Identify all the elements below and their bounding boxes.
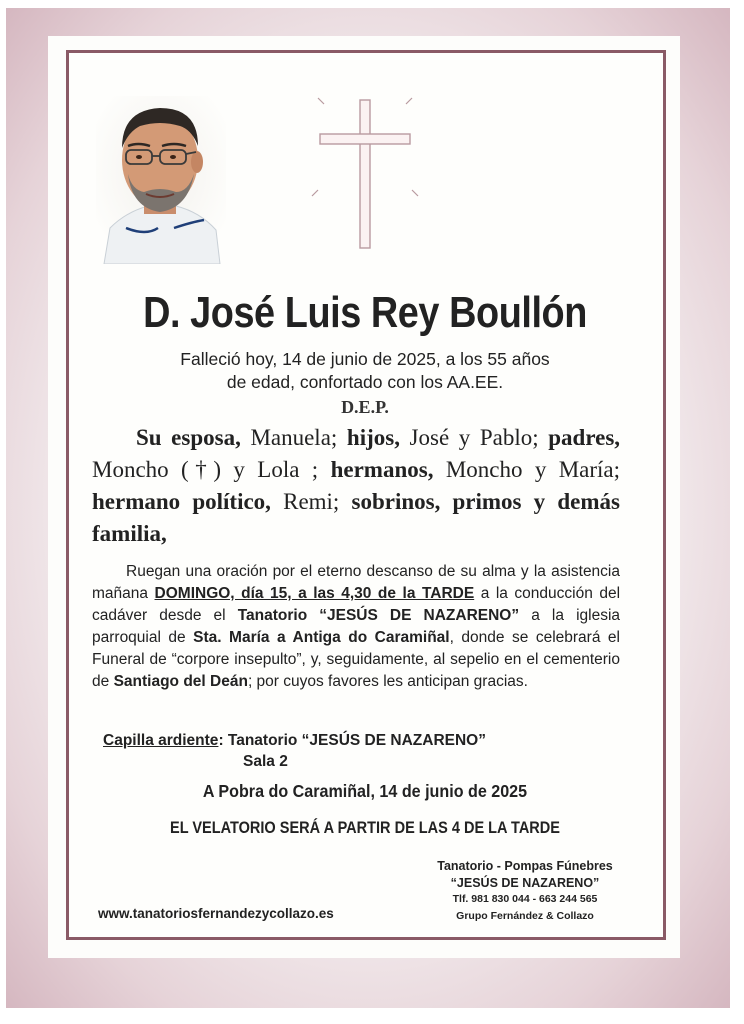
- other-relatives: sobrinos, primos y demás familia,: [92, 489, 620, 546]
- siblings-label: hermanos,: [330, 457, 434, 482]
- chapel-room: Sala 2: [243, 753, 288, 770]
- prayer-paragraph: [92, 561, 620, 693]
- prayer-text-2: a la conducción del cadáver desde el: [92, 585, 621, 624]
- siblings-names: Moncho y María;: [433, 457, 621, 482]
- children-names: José y Pablo;: [399, 425, 549, 450]
- death-line-1: Falleció hoy, 14 de junio de 2025, a los 55 años: [180, 349, 550, 369]
- funeral-home-group: Grupo Fernández & Collazo: [456, 910, 594, 922]
- funeral-home-line-1: Tanatorio - Pompas Fúnebres: [437, 859, 613, 873]
- wake-notice: EL VELATORIO SERÁ A PARTIR DE LAS 4 DE LA TARDE: [170, 819, 560, 837]
- prayer-text-5: ; por cuyos favores les anticipan gracias.: [247, 673, 528, 690]
- prayer-text-1: Ruegan una oración por el eterno descanso de su alma y la asistencia mañana: [92, 563, 620, 602]
- brother-in-law-name: Remi;: [270, 489, 352, 514]
- rest-in-peace: D.E.P.: [341, 397, 389, 417]
- family-list: [92, 422, 620, 550]
- parents-label: padres,: [548, 425, 621, 450]
- children-label: hijos,: [346, 425, 400, 450]
- place-date: A Pobra do Caramiñal, 14 de junio de 2025: [202, 781, 528, 801]
- portrait-photo: [96, 96, 226, 264]
- parents-names: Moncho (†) y Lola ;: [92, 457, 331, 482]
- cemetery-name: Santiago del Deán: [113, 673, 248, 690]
- spouse-label: Su esposa,: [136, 425, 241, 450]
- tanatorio-name: Tanatorio “JESÚS DE NAZARENO”: [237, 607, 520, 624]
- chapel-value: : Tanatorio “JESÚS DE NAZARENO”: [218, 732, 486, 749]
- funeral-date-time: DOMINGO, día 15, a las 4,30 de la TARDE: [154, 585, 475, 602]
- brother-in-law-label: hermano político,: [92, 489, 271, 514]
- cross-icon: [300, 88, 430, 258]
- death-announcement: [100, 348, 630, 394]
- death-line-2: de edad, confortado con los AA.EE.: [226, 372, 504, 392]
- chapel-info: [103, 730, 623, 772]
- funeral-home-block: [420, 858, 630, 923]
- prayer-text-4: , donde se celebrará el Funeral de “corpore insepulto”, y, seguidamente, al sepelio en el cementerio de: [92, 629, 620, 690]
- funeral-home-phone: Tlf. 981 830 044 - 663 244 565: [452, 893, 598, 905]
- church-name: Sta. María a Antiga do Caramiñal: [193, 629, 450, 646]
- funeral-home-line-2: “JESÚS DE NAZARENO”: [450, 876, 600, 890]
- chapel-label: Capilla ardiente: [103, 732, 219, 749]
- spouse-name: Manuela;: [240, 425, 347, 450]
- deceased-name: D. José Luis Rey Boullón: [143, 288, 587, 337]
- prayer-text-3: a la iglesia parroquial de: [92, 607, 621, 646]
- website-link[interactable]: www.tanatoriosfernandezycollazo.es: [98, 906, 334, 921]
